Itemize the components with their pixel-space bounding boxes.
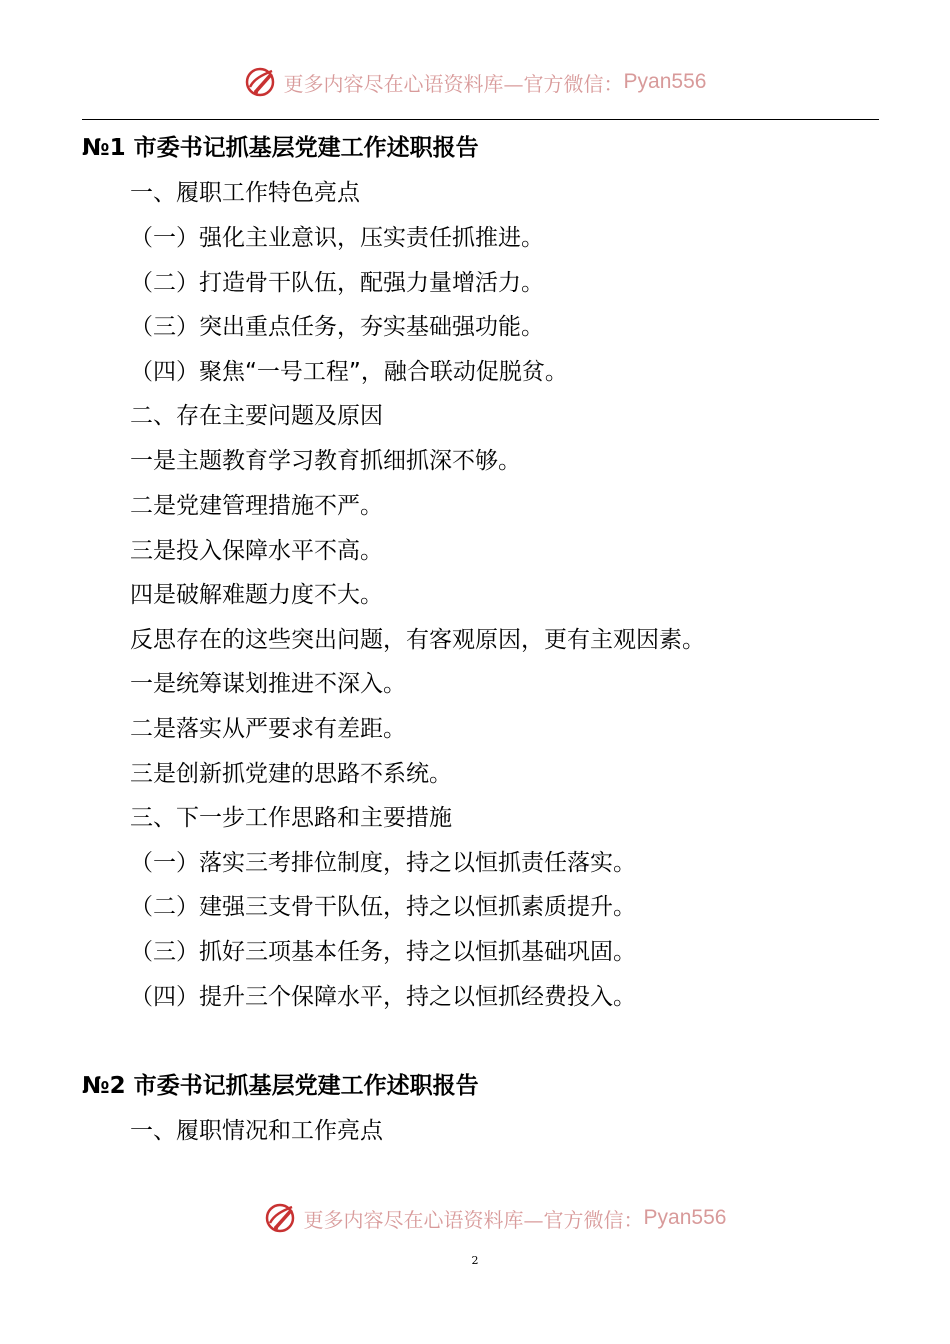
pen-logo-icon	[264, 1201, 298, 1235]
section1-part3-heading: 三、下一步工作思路和主要措施	[130, 805, 452, 831]
pen-logo-icon	[244, 65, 278, 99]
section1-part2-item: 四是破解难题力度不大。	[130, 582, 383, 608]
section1-part3-item: （一）落实三考排位制度，持之以恒抓责任落实。	[130, 850, 636, 876]
section1-part2-item: 反思存在的这些突出问题，有客观原因，更有主观因素。	[130, 627, 705, 653]
section1-part3-item: （二）建强三支骨干队伍，持之以恒抓素质提升。	[130, 894, 636, 920]
section1-part1-item: （二）打造骨干队伍，配强力量增活力。	[130, 270, 544, 296]
page-number: 2	[471, 1254, 479, 1267]
footer-banner	[20, 1198, 950, 1238]
section1-part2-item: 三是投入保障水平不高。	[130, 538, 383, 564]
header-rule	[82, 119, 879, 120]
section1-part1-item: （一）强化主业意识，压实责任抓推进。	[130, 225, 544, 251]
section1-part1-item: （四）聚焦“一号工程”，融合联动促脱贫。	[130, 359, 568, 385]
section1-part2-item: 一是统筹谋划推进不深入。	[130, 671, 406, 697]
section1-part1-heading: 一、履职工作特色亮点	[130, 180, 360, 206]
section1-part2-item: 三是创新抓党建的思路不系统。	[130, 761, 452, 787]
section1-title: №1 市委书记抓基层党建工作述职报告	[82, 135, 479, 161]
section1-part2-item: 二是落实从严要求有差距。	[130, 716, 406, 742]
section1-part2-item: 二是党建管理措施不严。	[130, 493, 383, 519]
banner-text: 更多内容尽在心语资料库—官方微信：	[303, 1207, 644, 1232]
section1-part2-item: 一是主题教育学习教育抓细抓深不够。	[130, 448, 521, 474]
section1-part2-heading: 二、存在主要问题及原因	[130, 403, 383, 429]
banner-wechat-id: Pyan556	[623, 70, 707, 93]
section2-part1-heading: 一、履职情况和工作亮点	[130, 1118, 383, 1144]
banner-text: 更多内容尽在心语资料库—官方微信：	[283, 71, 624, 96]
section1-part1-item: （三）突出重点任务，夯实基础强功能。	[130, 314, 544, 340]
section2-title: №2 市委书记抓基层党建工作述职报告	[82, 1073, 479, 1099]
section1-part3-item: （四）提升三个保障水平，持之以恒抓经费投入。	[130, 984, 636, 1010]
section1-part3-item: （三）抓好三项基本任务，持之以恒抓基础巩固。	[130, 939, 636, 965]
banner-wechat-id: Pyan556	[643, 1206, 727, 1229]
header-banner	[0, 62, 950, 102]
